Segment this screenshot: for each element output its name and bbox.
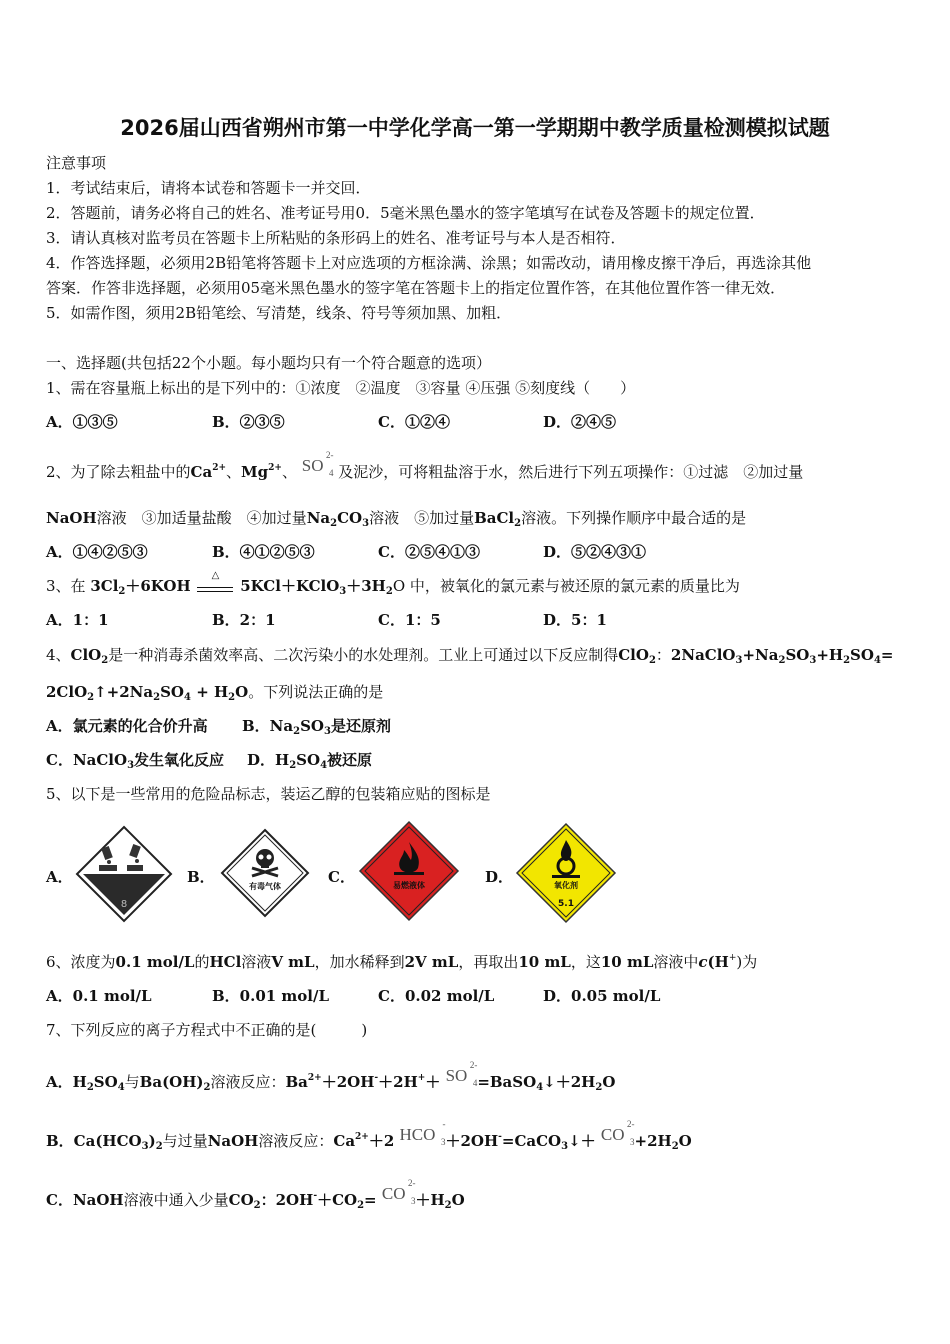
q6-option-d: D．0.05 mol/L xyxy=(543,987,661,1005)
q1-option-c: C．①②④ xyxy=(378,413,450,431)
q5-option-a-label: A． xyxy=(46,868,73,886)
svg-text:有毒气体: 有毒气体 xyxy=(249,882,281,891)
carbonate-ion: CO 2- 3 xyxy=(600,1119,635,1147)
q3-option-b: B．2：1 xyxy=(212,611,276,629)
q5-option-c-label: C． xyxy=(328,868,355,886)
notice-item: 1．考试结束后，请将本试卷和答题卡一并交回． xyxy=(46,179,371,197)
q2-option-d: D．⑤②④③① xyxy=(543,543,647,561)
sulfate-ion: SO 2- 4 xyxy=(301,450,334,478)
q5-option-d-label: D． xyxy=(485,868,514,886)
q1-option-b: B．②③⑤ xyxy=(212,413,285,431)
q4-option-a: A．氯元素的化合价升高 xyxy=(46,717,208,735)
question-4-stem-line2: $2ClO_2↑+2Na_2SO_4 + H_2O$。下列说法正确的是 xyxy=(46,683,384,703)
question-5-stem: 5、以下是一些常用的危险品标志，装运乙醇的包装箱应贴的图标是 xyxy=(46,785,491,803)
q3-option-d: D．5：1 xyxy=(543,611,607,629)
q4-option-c: C．NaClO$_3$发生氧化反应 xyxy=(46,751,225,771)
question-7-stem: 7、下列反应的离子方程式中不正确的是( ) xyxy=(46,1021,368,1039)
q2-option-a: A．①④②⑤③ xyxy=(46,543,148,561)
q7-option-a: A．$H_2SO_4$与$Ba(OH)_2$溶液反应：$Ba^{2+}+2OH^-+2H^++$ SO 2- 4 $=BaSO_4↓+2H_2O$ xyxy=(46,1060,616,1093)
notice-item: 5．如需作图，须用2B铅笔绘、写清楚，线条、符号等须加黑、加粗． xyxy=(46,304,512,322)
q3-option-c: C．1：5 xyxy=(378,611,441,629)
svg-text:5.1: 5.1 xyxy=(558,899,574,909)
question-6-stem: 6、浓度为0.1 mol/L的HCl溶液V mL，加水稀释到2V mL，再取出10 mL，这10 mL溶液中c(H+)为 xyxy=(46,953,758,971)
question-4-stem-line1: 4、ClO$_2$是一种消毒杀菌效率高、二次污染小的水处理剂。工业上可通过以下反应制得ClO$_2$：$2NaClO_3+Na_2SO_3+H_2SO_4=$ xyxy=(46,646,894,666)
notice-item: 答案．作答非选择题，必须用05毫米黑色墨水的签字笔在答题卡上的指定位置作答，在其他位置作答一律无效． xyxy=(46,279,786,297)
question-2-stem-line2: NaOH溶液 ③加适量盐酸 ④加过量$Na_2CO_3$溶液 ⑤加过量BaCl$_2$溶液。下列操作顺序中最合适的是 xyxy=(46,509,747,529)
question-1-stem: 1、需在容量瓶上标出的是下列中的：①浓度 ②温度 ③容量 ④压强 ⑤刻度线（ ） xyxy=(46,379,636,397)
q7-option-b: B．$Ca(HCO_3)_2$与过量NaOH溶液反应：$Ca^{2+}+2$ HCO - 3 ＋2OH-=CaCO$_3$↓＋ CO 2- 3 $+2H_2O$ xyxy=(46,1119,692,1152)
q5-option-b-label: B． xyxy=(187,868,215,886)
notice-heading: 注意事项 xyxy=(46,154,107,172)
page-title: 2026届山西省朔州市第一中学化学高一第一学期期中教学质量检测模拟试题 xyxy=(120,116,830,140)
q7-option-c: C．NaOH溶液中通入少量$CO_2$：$2OH^-+CO_2=$ CO 2- 3 $+H_2O$ xyxy=(46,1178,465,1211)
q4-option-d: D．$H_2SO_4$被还原 xyxy=(247,751,373,771)
sulfate-ion: SO 2- 4 xyxy=(445,1060,478,1088)
q3-option-a: A．1：1 xyxy=(46,611,109,629)
question-3-stem: 3、在 $3Cl_2+6KOH$ △ $5KCl+KClO_3+3H_2O$ 中，被氧化的氯元素与被还原的氯元素的质量比为 xyxy=(46,570,740,597)
oxidizer-sign-icon xyxy=(515,822,617,924)
carbonate-ion: CO 2- 3 xyxy=(381,1178,416,1206)
question-2-stem-line1: 2、为了除去粗盐中的$Ca^{2+}$、$Mg^{2+}$、 SO 2- 4 及泥沙，可将粗盐溶于水，然后进行下列五项操作：①过滤 ②加过量 xyxy=(46,450,804,481)
bicarbonate-ion: HCO - 3 xyxy=(399,1119,446,1147)
notice-item: 3．请认真核对监考员在答题卡上所粘贴的条形码上的姓名、准考证号与本人是否相符． xyxy=(46,229,626,247)
notice-item: 2．答题前，请务必将自己的姓名、准考证号用0．5毫米黑色墨水的签字笔填写在试卷及答题卡的规定位置． xyxy=(46,204,765,222)
section-heading: 一、选择题(共包括22个小题。每小题均只有一个符合题意的选项） xyxy=(46,354,491,372)
q1-option-a: A．①③⑤ xyxy=(46,413,118,431)
notice-item: 4．作答选择题，必须用2B铅笔将答题卡上对应选项的方框涂满、涂黑；如需改动，请用橡皮擦干净后，再选涂其他 xyxy=(46,254,812,272)
svg-text:氧化剂: 氧化剂 xyxy=(554,881,578,890)
q1-option-d: D．②④⑤ xyxy=(543,413,617,431)
corrosive-sign-icon xyxy=(75,825,173,923)
q2-option-b: B．④①②⑤③ xyxy=(212,543,315,561)
q2-option-c: C．②⑤④①③ xyxy=(378,543,480,561)
heat-sign: △ xyxy=(195,578,235,594)
flammable-liquid-sign-icon xyxy=(358,820,460,922)
q6-option-a: A．0.1 mol/L xyxy=(46,987,152,1005)
q6-option-c: C．0.02 mol/L xyxy=(378,987,495,1005)
toxic-gas-sign-icon xyxy=(220,828,310,918)
q6-option-b: B．0.01 mol/L xyxy=(212,987,330,1005)
svg-text:易燃液体: 易燃液体 xyxy=(393,881,425,890)
svg-text:8: 8 xyxy=(120,899,128,910)
q4-option-b: B．$Na_2SO_3$是还原剂 xyxy=(242,717,391,737)
